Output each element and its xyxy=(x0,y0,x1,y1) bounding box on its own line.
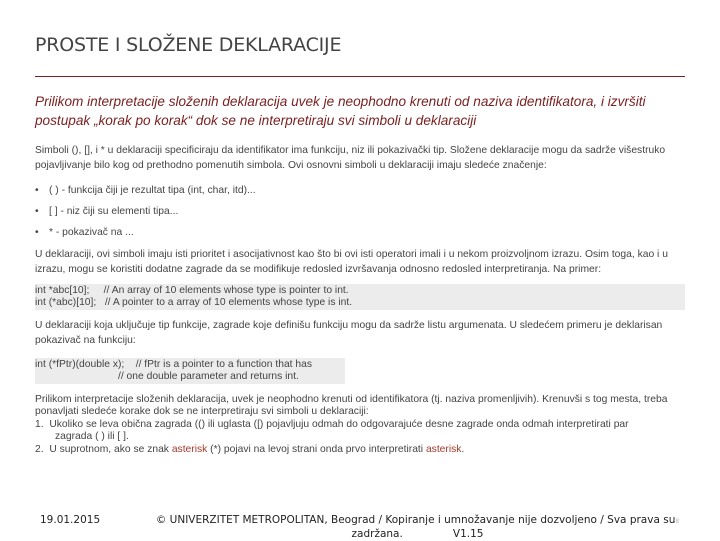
function-paragraph: U deklaraciji koja uključuje tip funkcije, zagrade koje definišu funkciju mogu da sadrže listu argumenata. U sledećem primeru je deklarisan pokazivač na funkciju: xyxy=(35,320,663,346)
symbols-paragraph: Simboli (), [], i * u deklaraciji specificiraju da identifikator ima funkciju, niz ili pokazivački tip. Složene deklaracije mogu da sadrže višestruko pojavljivanje bilo kog od prethodno pomenutih simbola. Ovi osnovni simboli u deklaraciji imaju sledeće značenje: xyxy=(35,145,666,171)
title-divider xyxy=(35,76,685,77)
interpretation-paragraph xyxy=(35,394,685,456)
slide-title: PROSTE I SLOŽENE DEKLARACIJE xyxy=(35,34,342,56)
code-line: // one double parameter and returns int. xyxy=(35,371,299,382)
footer-copyright: © UNIVERZITET METROPOLITAN, Beograd / Kopiranje i umnožavanje nije dozvoljeno / Sva prava su8 zadržana. V1.15 xyxy=(155,514,680,540)
step-1: 1. Ukoliko se leva obična zagrada (() ili uglasta ([) pojavljuju odmah do odgovarajuće desne zagrade onda odmah interpretirati par zagrada ( ) ili [ ]. xyxy=(35,418,629,443)
precedence-paragraph: U deklaraciji, ovi simboli imaju isti prioritet i asocijativnost kao što bi ovi isti operatori imali i u nekom proizvoljnom izrazu. Osim toga, kao i u izrazu, mogu se koristiti dodatne zagrade da se modifikuje redosled izvršavanja odnosno redosled interpretiranja. Na primer: xyxy=(35,249,668,275)
code-line: int (*abc)[10]; // A pointer to a array of 10 elements whose type is int. xyxy=(35,297,353,308)
code-example-array xyxy=(35,284,685,310)
bullet-array: • [ ] - niz čiji su elementi tipa... xyxy=(35,206,179,217)
code-line: int (*fPtr)(double x); // fPtr is a pointer to a function that has xyxy=(35,359,313,370)
code-line: int *abc[10]; // An array of 10 elements whose type is pointer to int. xyxy=(35,285,349,296)
code-example-function-pointer xyxy=(35,358,345,384)
bullet-icon: • xyxy=(35,206,39,217)
bullet-pointer: • * - pokazivač na ... xyxy=(35,227,134,238)
intro-paragraph: Prilikom interpretacije složenih deklaracija uvek je neophodno krenuti od naziva identifikatora, i izvršiti postupak „korak po korak“ dok se ne interpretiraju svi simboli u deklaraciji xyxy=(35,94,646,128)
step-2: 2. U suprotnom, ako se znak asterisk (*) pojavi na levoj strani onda prvo interpretirati asterisk. xyxy=(35,443,465,455)
interpretation-intro: Prilikom interpretacije složenih deklaracija, uvek je neophodno krenuti od identifikatora (tj. naziva promenljivih). Krenuvši s tog mesta, treba ponavljati sledeće korake dok se ne interpretiraju svi simboli u deklaraciji: xyxy=(35,394,668,418)
bullet-function: • ( ) - funkcija čiji je rezultat tipa (int, char, itd)... xyxy=(35,185,256,196)
highlight-term: asterisk xyxy=(425,443,462,455)
bullet-icon: • xyxy=(35,185,39,196)
bullet-icon: • xyxy=(35,227,39,238)
footer-date: 19.01.2015 xyxy=(40,514,101,526)
highlight-term: asterisk xyxy=(171,443,208,455)
footer-version: V1.15 xyxy=(452,528,484,540)
page-number: 8 xyxy=(675,518,680,525)
